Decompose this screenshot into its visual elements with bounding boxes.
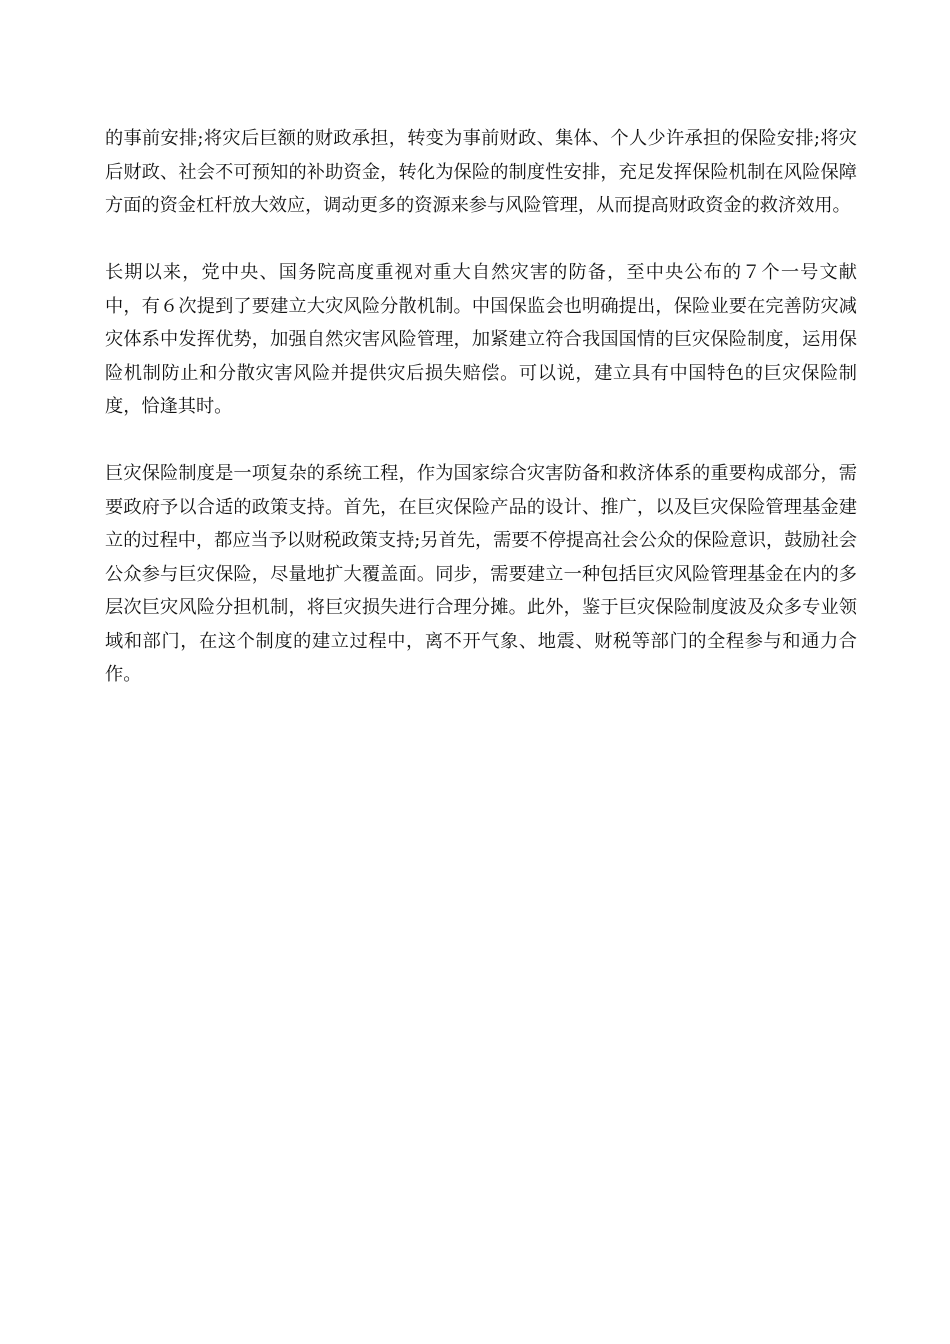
paragraph-2: 长期以来，党中央、国务院高度重视对重大自然灾害的防备，至中央公布的７个一号文献 中，有６次提到了要建立大灾风险分散机制。中国保监会也明确提出，保险业要在完善防灾减灾体系中发挥优势，加强自然灾害风险管理，加紧建立符合我国国情的巨灾保险制度，运用保险机制防止和分散灾害风险并提供灾后损失赔偿。可以说，建立具有中国特色的巨灾保险制度，恰逢其时。 bbox=[105, 262, 876, 417]
paragraph-1: 的事前安排;将灾后巨额的财政承担，转变为事前财政、集体、个人少许承担的保险安排;将灾后财政、社会不可预知的补助资金，转化为保险的制度性安排，充足发挥保险机制在风险保障方面的资金杠杆放大效应，调动更多的资源来参与风险管理，从而提高财政资金的救济效用。 bbox=[105, 128, 857, 216]
document-body bbox=[105, 122, 876, 725]
paragraph-3: 巨灾保险制度是一项复杂的系统工程，作为国家综合灾害防备和救济体系的重要构成部分，需要政府予以合适的政策支持。首先，在巨灾保险产品的设计、推广，以及巨灾保险管理基金建立的过程中，都应当予以财税政策支持;另首先，需要不停提高社会公众的保险意识，鼓励社会公众参与巨灾保险，尽量地扩大覆盖面。同步，需要建立一种包括巨灾风险管理基金在内的多层次巨灾风险分担机制，将巨灾损失进行合理分摊。此外，鉴于巨灾保险制度波及众多专业领域和部门，在这个制度的建立过程中，离不开气象、地震、财税等部门的全程参与和通力合作。 bbox=[105, 463, 857, 685]
